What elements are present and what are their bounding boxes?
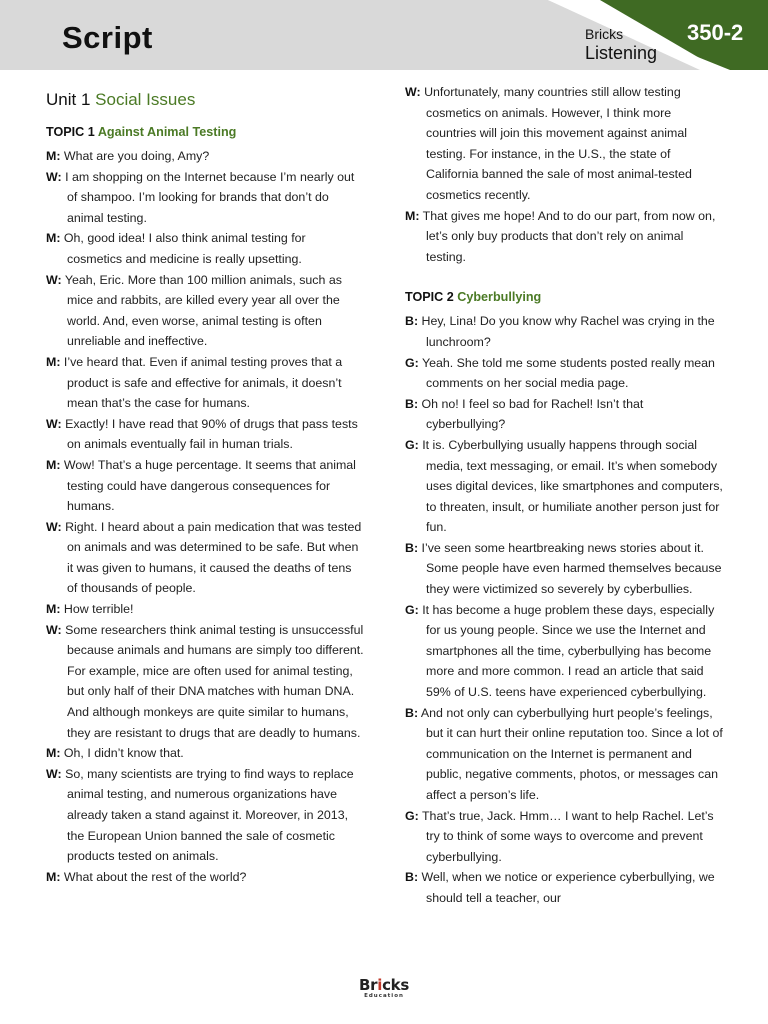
speaker-label: M:: [405, 208, 420, 223]
dialogue-line: [46, 517, 364, 599]
speaker-label: W:: [46, 169, 62, 184]
brand-name: Bricks: [585, 26, 624, 42]
dialogue-text: That gives me hope! And to do our part, from now on, let’s only buy products that don’t rely on animal testing.: [422, 208, 716, 264]
speaker-label: M:: [46, 457, 61, 472]
dialogue-line: [405, 435, 723, 538]
speaker-label: W:: [46, 416, 62, 431]
dialogue-line: [405, 206, 723, 268]
dialogue-line: [405, 538, 723, 600]
dialogue-text: Exactly! I have read that 90% of drugs that pass tests on animals eventually fail in human trials.: [65, 416, 358, 452]
dialogue-line: [46, 414, 364, 455]
dialogue-text: Some researchers think animal testing is unsuccessful because animals and humans are simply too different. For example, mice are often used for animal testing, but only half of their DNA matches with human DNA. And although monkeys are quite similar to humans, they are resistant to drugs that are deadly to humans.: [65, 622, 364, 740]
dialogue-line: [46, 228, 364, 269]
dialogue-line: [46, 743, 364, 764]
dialogue-text: That’s true, Jack. Hmm… I want to help Rachel. Let’s try to think of some ways to overcome and prevent cyberbullying.: [421, 808, 714, 864]
speaker-label: M:: [46, 602, 61, 617]
dialogue-text: Wow! That’s a huge percentage. It seems that animal testing could have dangerous consequences for humans.: [63, 457, 356, 514]
dialogue-text: I’ve heard that. Even if animal testing proves that a product is safe and effective for animals, it doesn’t mean that’s the case for humans.: [63, 354, 343, 411]
dialogue-line: [405, 353, 723, 394]
dialogue-line: [46, 352, 364, 414]
unit-name: Social Issues: [95, 90, 196, 109]
speaker-label: G:: [405, 602, 419, 617]
speaker-label: G:: [405, 437, 419, 452]
dialogue-text: So, many scientists are trying to find ways to replace animal testing, and numerous organizations have already taken a stand against it. Moreover, in 2013, the European Union banned the sale of cosmetic products tested on animals.: [65, 766, 354, 864]
dialogue-text: Hey, Lina! Do you know why Rachel was crying in the lunchroom?: [421, 314, 715, 349]
dialogue-line: [46, 764, 364, 867]
dialogue-list: [46, 146, 364, 887]
topic-label: TOPIC 2: [405, 290, 454, 305]
dialogue-line: [405, 867, 723, 908]
speaker-label: G:: [405, 808, 419, 823]
dialogue-line: [46, 599, 364, 620]
dialogue-text: Yeah, Eric. More than 100 million animals, such as mice and rabbits, are killed every year all over the world. And, even worse, animal testing is often unreliable and ineffective.: [64, 272, 342, 349]
speaker-label: W:: [46, 519, 62, 534]
speaker-label: W:: [46, 272, 62, 287]
unit-label: Unit 1: [46, 90, 91, 109]
speaker-label: B:: [405, 314, 419, 329]
dialogue-line: [46, 867, 364, 888]
speaker-label: W:: [46, 622, 62, 637]
speaker-label: B:: [405, 540, 419, 555]
page-header: [0, 0, 768, 70]
page-title: Script: [62, 20, 153, 55]
dialogue-line: [46, 455, 364, 517]
topic-label: TOPIC 1: [46, 125, 95, 139]
dialogue-line: [405, 394, 723, 435]
speaker-label: B:: [405, 705, 419, 720]
dialogue-text: Oh, good idea! I also think animal testing for cosmetics and medicine is really upsetting.: [63, 231, 306, 266]
dialogue-text: What are you doing, Amy?: [63, 149, 210, 163]
dialogue-list: [405, 82, 723, 267]
dialogue-line: [405, 703, 723, 806]
dialogue-list: [405, 311, 723, 908]
dialogue-text: Yeah. She told me some students posted really mean comments on her social media page.: [421, 355, 715, 391]
dialogue-line: [405, 806, 723, 868]
publisher-logo: Bricks: [359, 976, 409, 994]
speaker-label: M:: [46, 231, 61, 246]
footer-logo: [0, 978, 768, 1000]
dialogue-text: Oh, I didn’t know that.: [63, 746, 184, 761]
dialogue-text: Right. I heard about a pain medication that was tested on animals and was determined to be safe. But when it was given to humans, it caused the deaths of tens of thousands of people.: [65, 519, 362, 596]
product-name: Listening: [585, 43, 658, 63]
speaker-label: B:: [405, 396, 419, 411]
speaker-label: B:: [405, 870, 419, 885]
dialogue-text: And not only can cyberbullying hurt people’s feelings, but it can hurt their online reputation too. Since a lot of communication on the Internet is permanent and public, negative comments, photos, or messages can affect a person’s life.: [420, 705, 723, 802]
unit-heading: [46, 90, 364, 110]
dialogue-text: Unfortunately, many countries still allow testing cosmetics on animals. However, I think more countries will join this movement against animal testing. For instance, in the U.S., the state of California banned the sale of most animal-tested cosmetics recently.: [424, 85, 692, 202]
left-column: [46, 82, 364, 887]
dialogue-line: [46, 167, 364, 229]
topic-heading: [405, 287, 723, 307]
dialogue-line: [405, 600, 723, 703]
speaker-label: M:: [46, 354, 61, 369]
dialogue-line: [46, 270, 364, 352]
topic-name: Cyberbullying: [457, 290, 542, 305]
dialogue-text: What about the rest of the world?: [63, 869, 247, 884]
dialogue-line: [405, 311, 723, 352]
dialogue-line: [46, 620, 364, 744]
topic-heading: [46, 122, 364, 142]
speaker-label: G:: [405, 355, 419, 370]
dialogue-text: It has become a huge problem these days, especially for us young people. Since we use the Internet and smartphones all the time, cyberbullying has become more and more common. I read an article that said 59% of U.S. teens have experienced cyberbullying.: [422, 602, 715, 700]
right-column: [405, 82, 723, 909]
speaker-label: M:: [46, 149, 61, 163]
dialogue-text: I’ve seen some heartbreaking news stories about it. Some people have even harmed themselves because they were victimized so severely by cyberbullies.: [421, 540, 722, 597]
speaker-label: M:: [46, 869, 61, 884]
dialogue-text: How terrible!: [63, 602, 134, 617]
dialogue-text: It is. Cyberbullying usually happens through social media, text messaging, or email. It’s when somebody uses digital devices, like smartphones and computers, to threaten, insult, or humiliate another person just for fun.: [422, 437, 723, 535]
speaker-label: M:: [46, 746, 61, 761]
speaker-label: W:: [46, 766, 62, 781]
dialogue-line: [405, 82, 723, 206]
topic-name: Against Animal Testing: [97, 125, 237, 139]
speaker-label: W:: [405, 85, 421, 99]
publisher-sub: Education: [364, 993, 404, 999]
dialogue-text: I am shopping on the Internet because I’m nearly out of shampoo. I’m looking for brands that don’t do animal testing.: [65, 169, 355, 225]
dialogue-text: Well, when we notice or experience cyberbullying, we should tell a teacher, our: [421, 870, 715, 905]
level-badge: 350-2: [687, 20, 744, 45]
dialogue-line: [46, 146, 364, 167]
dialogue-text: Oh no! I feel so bad for Rachel! Isn’t that cyberbullying?: [421, 396, 644, 432]
